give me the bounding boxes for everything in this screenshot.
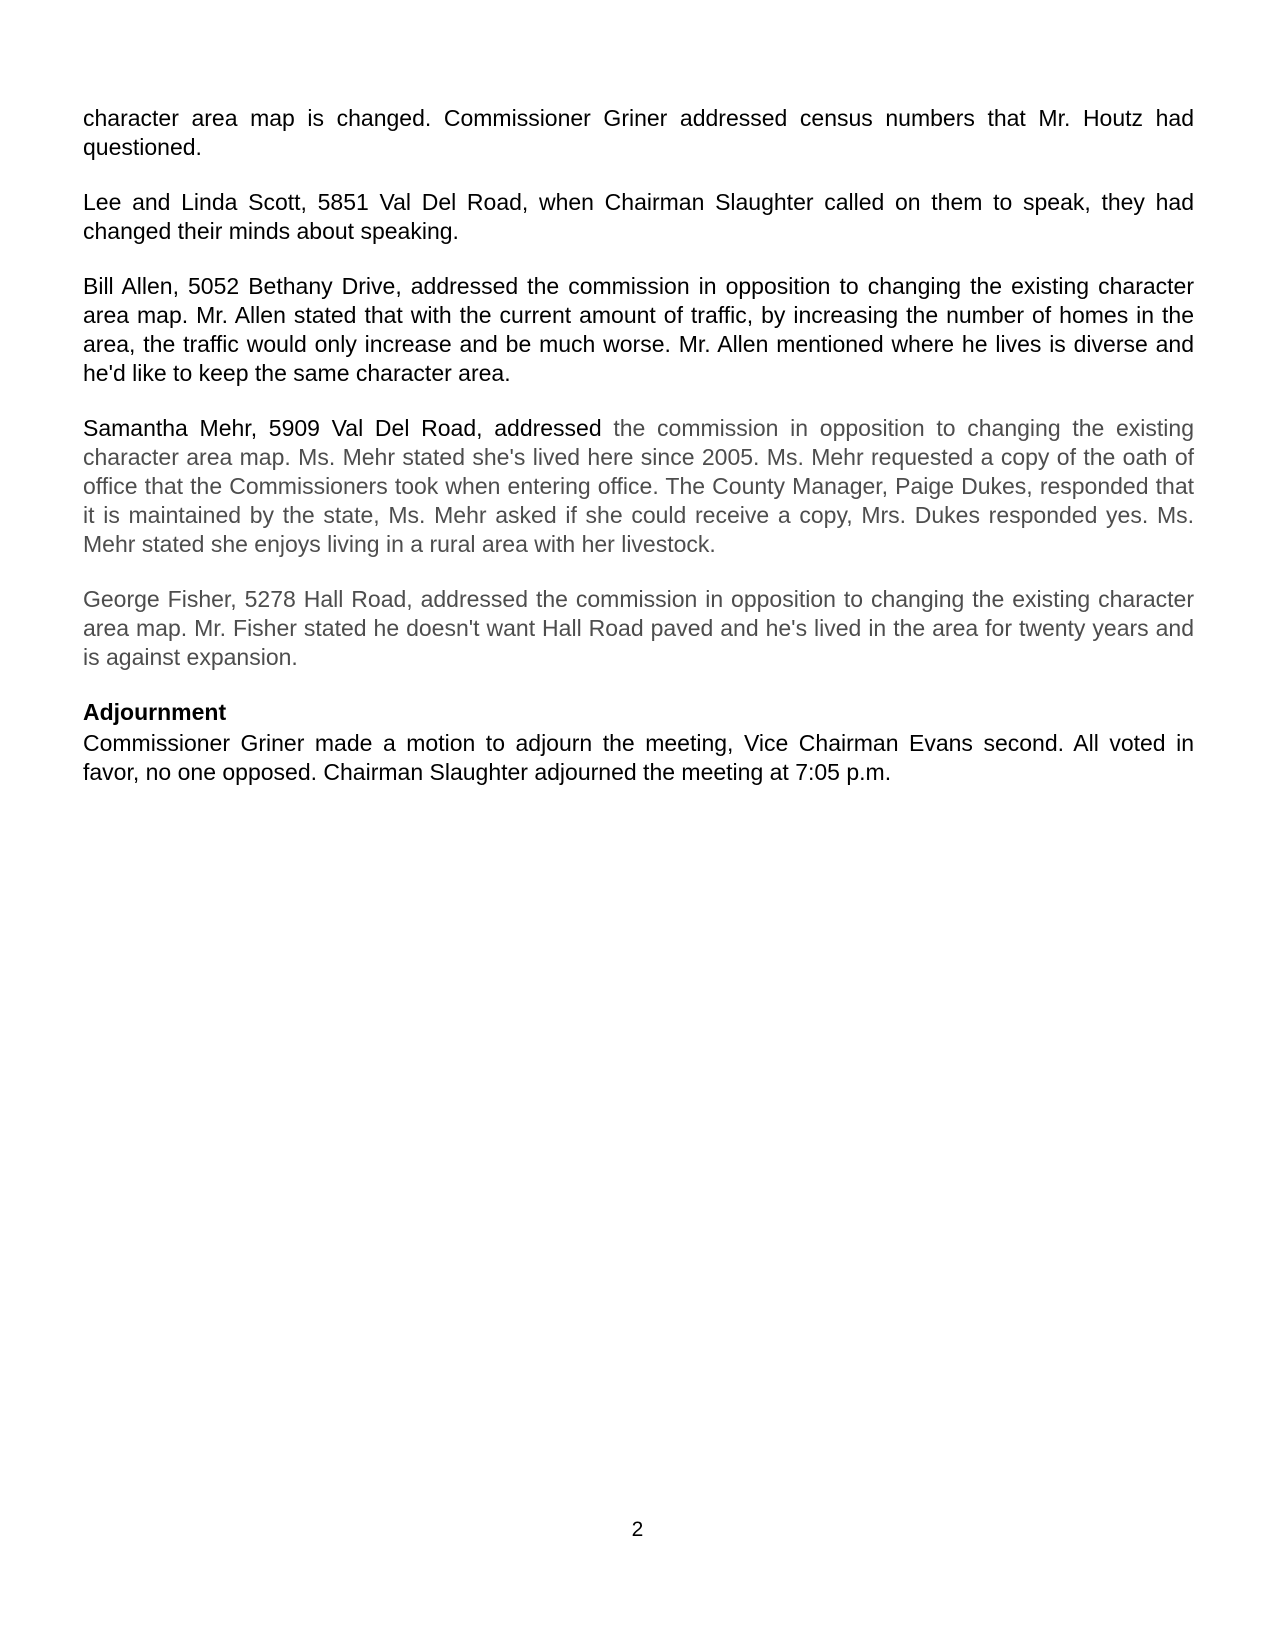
adjournment-text: Commissioner Griner made a motion to adjourn the meeting, Vice Chairman Evans second. All voted in favor, no one opposed. Chairman Slaughter adjourned the meeting at 7:05 p.m. [83, 730, 1194, 785]
paragraph-scott: Lee and Linda Scott, 5851 Val Del Road, when Chairman Slaughter called on them to speak, they had changed their minds about speaking. [83, 189, 1194, 244]
paragraph-mehr-lead: Samantha Mehr, 5909 Val Del Road, addressed [83, 415, 602, 441]
adjournment-heading: Adjournment [83, 699, 227, 725]
paragraph-fisher: George Fisher, 5278 Hall Road, addressed the commission in opposition to changing the existing character area map. Mr. Fisher stated he doesn't want Hall Road paved and he's lived in the area for twenty years and is against expansion. [83, 586, 1194, 670]
page-number: 2 [631, 1518, 644, 1541]
page-content [83, 104, 1194, 813]
paragraph-allen: Bill Allen, 5052 Bethany Drive, addressed the commission in opposition to changing the existing character area map. Mr. Allen stated that with the current amount of traffic, by increasing the number of homes in the area, the traffic would only increase and be much worse. Mr. Allen mentioned where he lives is diverse and he'd like to keep the same character area. [83, 273, 1194, 386]
paragraph-census: character area map is changed. Commissioner Griner addressed census numbers that Mr. Houtz had questioned. [83, 105, 1194, 160]
paragraph-mehr-rest: the commission in opposition to changing the existing character area map. Ms. Mehr stated she's lived here since 2005. Ms. Mehr requested a copy of the oath of office that the Commissioners took when entering office. The County Manager, Paige Dukes, responded that it is maintained by the state, Ms. Mehr asked if she could receive a copy, Mrs. Dukes responded yes. Ms. Mehr stated she enjoys living in a rural area with her livestock. [83, 415, 1195, 557]
paragraph-mehr [83, 414, 1194, 559]
